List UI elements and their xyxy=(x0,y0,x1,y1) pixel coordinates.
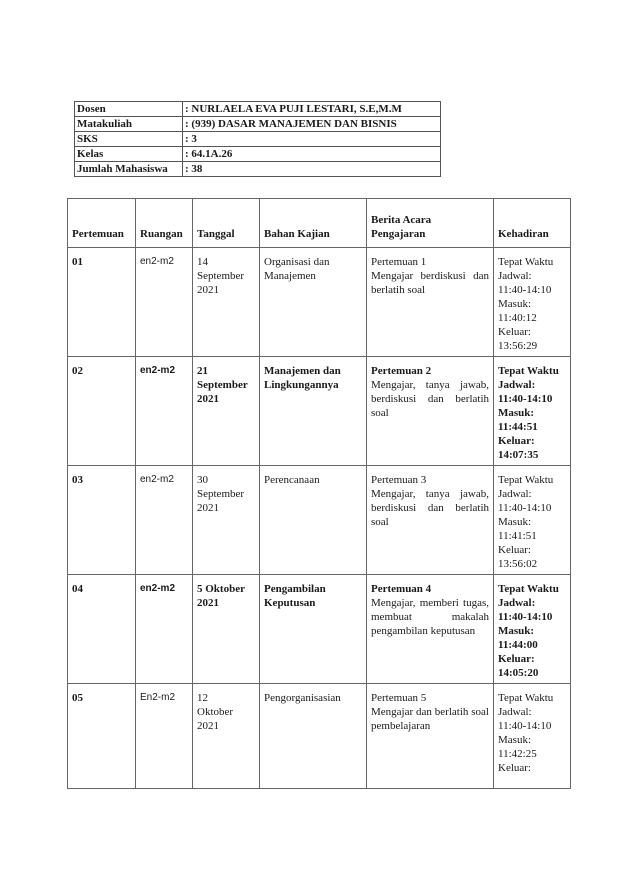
header-pertemuan: Pertemuan xyxy=(68,199,136,248)
kehadiran-line: 11:40-14:10 xyxy=(498,502,552,514)
course-info-table xyxy=(74,101,441,177)
info-value: : 64.1A.26 xyxy=(183,147,441,162)
kehadiran-line: 14:05:20 xyxy=(498,667,539,679)
date-line: 12 xyxy=(197,692,208,704)
kehadiran-line: Masuk: xyxy=(498,734,531,746)
table-row xyxy=(68,466,571,575)
date-line: 2021 xyxy=(197,284,219,296)
topic-line: Pengambilan xyxy=(264,583,326,595)
info-label: SKS xyxy=(75,132,183,147)
berita-title: Pertemuan 4 xyxy=(371,583,432,595)
kehadiran-cell xyxy=(494,466,571,575)
kehadiran-line: Tepat Waktu xyxy=(498,474,554,486)
date-line: 2021 xyxy=(197,597,219,609)
berita-text: Mengajar dan berlatih soal pembelajaran xyxy=(371,706,489,732)
room-cell: en2-m2 xyxy=(136,575,193,684)
berita-cell xyxy=(367,684,494,789)
kehadiran-line: Jadwal: xyxy=(498,270,532,282)
kehadiran-cell xyxy=(494,684,571,789)
meeting-number: 04 xyxy=(68,575,136,684)
date-line: September xyxy=(197,488,245,500)
topic-line: Manajemen xyxy=(264,270,316,282)
kehadiran-line: Keluar: xyxy=(498,762,531,774)
kehadiran-line: Jadwal: xyxy=(498,379,536,391)
kehadiran-line: Keluar: xyxy=(498,326,531,338)
berita-text: Mengajar, tanya jawab, berdiskusi dan berlatih soal xyxy=(371,379,489,419)
topic-line: Keputusan xyxy=(264,597,316,609)
kehadiran-line: Jadwal: xyxy=(498,706,532,718)
berita-cell xyxy=(367,357,494,466)
date-cell xyxy=(193,575,260,684)
kehadiran-line: Tepat Waktu xyxy=(498,583,559,595)
header-bahan-kajian: Bahan Kajian xyxy=(260,199,367,248)
meeting-number: 03 xyxy=(68,466,136,575)
berita-cell xyxy=(367,248,494,357)
attendance-table xyxy=(67,198,571,789)
topic-line: Organisasi dan xyxy=(264,256,330,268)
kehadiran-cell xyxy=(494,357,571,466)
header-tanggal: Tanggal xyxy=(193,199,260,248)
date-line: 2021 xyxy=(197,393,219,405)
date-line: 2021 xyxy=(197,720,219,732)
berita-cell xyxy=(367,466,494,575)
info-row xyxy=(75,147,441,162)
table-row xyxy=(68,575,571,684)
date-line: September xyxy=(197,379,248,391)
berita-title: Pertemuan 1 xyxy=(371,256,427,268)
room-cell: en2-m2 xyxy=(136,248,193,357)
topic-cell xyxy=(260,466,367,575)
berita-title: Pertemuan 2 xyxy=(371,365,432,377)
kehadiran-line: 11:40-14:10 xyxy=(498,720,552,732)
course-info-body xyxy=(75,102,441,177)
info-row xyxy=(75,102,441,117)
date-line: 14 xyxy=(197,256,208,268)
berita-text: Mengajar berdiskusi dan berlatih soal xyxy=(371,270,489,296)
kehadiran-line: Tepat Waktu xyxy=(498,256,554,268)
header-berita-line2: Pengajaran xyxy=(371,228,426,240)
kehadiran-line: Jadwal: xyxy=(498,488,532,500)
berita-title: Pertemuan 3 xyxy=(371,474,427,486)
meeting-number: 05 xyxy=(68,684,136,789)
kehadiran-line: Masuk: xyxy=(498,625,535,637)
info-label: Dosen xyxy=(75,102,183,117)
header-berita-line1: Berita Acara xyxy=(371,214,432,226)
topic-line: Lingkungannya xyxy=(264,379,339,391)
info-value: : (939) DASAR MANAJEMEN DAN BISNIS xyxy=(183,117,441,132)
room-cell: En2-m2 xyxy=(136,684,193,789)
room-cell: en2-m2 xyxy=(136,466,193,575)
date-cell xyxy=(193,684,260,789)
kehadiran-line: Masuk: xyxy=(498,298,531,310)
date-line: 5 Oktober xyxy=(197,583,245,595)
info-value: : 3 xyxy=(183,132,441,147)
topic-cell xyxy=(260,575,367,684)
topic-cell xyxy=(260,248,367,357)
berita-title: Pertemuan 5 xyxy=(371,692,427,704)
info-label: Kelas xyxy=(75,147,183,162)
kehadiran-line: 11:40:12 xyxy=(498,312,537,324)
kehadiran-cell xyxy=(494,575,571,684)
kehadiran-line: Keluar: xyxy=(498,435,535,447)
kehadiran-line: Keluar: xyxy=(498,653,535,665)
date-line: September xyxy=(197,270,245,282)
berita-text: Mengajar, memberi tugas, membuat makalah pengambilan keputusan xyxy=(371,597,489,637)
kehadiran-line: 13:56:02 xyxy=(498,558,538,570)
table-row xyxy=(68,684,571,789)
info-value: : 38 xyxy=(183,162,441,177)
table-header-row xyxy=(68,199,571,248)
kehadiran-line: Tepat Waktu xyxy=(498,365,559,377)
header-kehadiran: Kehadiran xyxy=(494,199,571,248)
info-label: Jumlah Mahasiswa xyxy=(75,162,183,177)
info-row xyxy=(75,132,441,147)
date-line: 21 xyxy=(197,365,208,377)
kehadiran-line: 11:40-14:10 xyxy=(498,393,553,405)
kehadiran-line: 11:40-14:10 xyxy=(498,284,552,296)
kehadiran-line: 13:56:29 xyxy=(498,340,538,352)
info-row xyxy=(75,117,441,132)
kehadiran-line: Masuk: xyxy=(498,516,531,528)
kehadiran-cell xyxy=(494,248,571,357)
info-row xyxy=(75,162,441,177)
topic-line: Manajemen dan xyxy=(264,365,341,377)
kehadiran-line: Keluar: xyxy=(498,544,531,556)
date-line: Oktober xyxy=(197,706,234,718)
date-cell xyxy=(193,466,260,575)
topic-line: Pengorganisasian xyxy=(264,692,341,704)
table-row xyxy=(68,248,571,357)
date-line: 2021 xyxy=(197,502,219,514)
header-berita-acara xyxy=(367,199,494,248)
meeting-number: 01 xyxy=(68,248,136,357)
kehadiran-line: 11:42:25 xyxy=(498,748,537,760)
date-cell xyxy=(193,357,260,466)
room-cell: en2-m2 xyxy=(136,357,193,466)
topic-line: Perencanaan xyxy=(264,474,320,486)
kehadiran-line: 14:07:35 xyxy=(498,449,539,461)
topic-cell xyxy=(260,684,367,789)
kehadiran-line: 11:41:51 xyxy=(498,530,537,542)
berita-cell xyxy=(367,575,494,684)
topic-cell xyxy=(260,357,367,466)
kehadiran-line: 11:44:00 xyxy=(498,639,538,651)
date-cell xyxy=(193,248,260,357)
header-ruangan: Ruangan xyxy=(136,199,193,248)
kehadiran-line: 11:44:51 xyxy=(498,421,538,433)
berita-text: Mengajar, tanya jawab, berdiskusi dan berlatih soal xyxy=(371,488,489,528)
info-label: Matakuliah xyxy=(75,117,183,132)
date-line: 30 xyxy=(197,474,208,486)
meeting-number: 02 xyxy=(68,357,136,466)
kehadiran-line: Masuk: xyxy=(498,407,535,419)
info-value: : NURLAELA EVA PUJI LESTARI, S.E,M.M xyxy=(183,102,441,117)
attendance-body xyxy=(68,248,571,789)
kehadiran-line: 11:40-14:10 xyxy=(498,611,553,623)
table-row xyxy=(68,357,571,466)
kehadiran-line: Tepat Waktu xyxy=(498,692,554,704)
kehadiran-line: Jadwal: xyxy=(498,597,536,609)
